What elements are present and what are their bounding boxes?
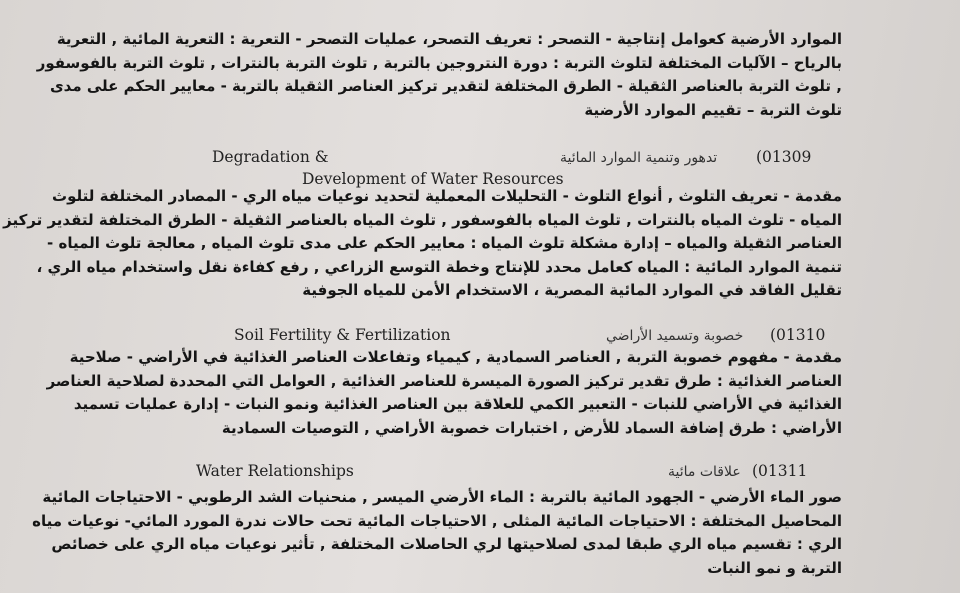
paragraph-line: تنمية الموارد المائية : المياه كعامل محدد للإنتاج وخطة التوسع الزراعي , رفع كفاءة نقل واستخدام مياه الري ، bbox=[36, 257, 842, 276]
paragraph-line: الري : تقسيم مياه الري طبقا لمدى لصلاحيتها لري الحاصلات المختلفة , تأثير نوعيات مياه الري على خصائص bbox=[51, 535, 842, 553]
course-code: (01309 bbox=[756, 148, 812, 166]
course-title-en-line2: Development of Water Resources bbox=[302, 170, 564, 188]
intro-paragraph bbox=[36, 28, 842, 122]
paragraph-line: العناصر الغذائية : طرق تقدير تركيز الصورة الميسرة للعناصر الغذائية , العوامل التي المحددة لصلاحية العناصر bbox=[46, 371, 842, 390]
paragraph-line: , تلوث التربة بالعناصر الثقيلة - الطرق المختلفة لتقدير تركيز العناصر الثقيلة بالتربة - معايير الحكم على مدى bbox=[49, 77, 842, 95]
course-description bbox=[46, 346, 842, 440]
paragraph-line: بالرياح – الآليات المختلفة لتلوث التربة : دورة النتروجين بالتربة , تلوث التربة بالنترات , تلوث التربة بالفوسفور bbox=[36, 53, 842, 72]
paragraph-line: الأراضي : طرق إضافة السماد للأرض , اختبارات خصوبة الأراضي , التوصيات السمادية bbox=[221, 418, 842, 437]
paragraph-line: تلوث التربة – تقييم الموارد الأرضية bbox=[584, 100, 842, 119]
paragraph-line: المياه - تلوث المياه بالنترات , تلوث المياه بالفوسفور , تلوث المياه بالعناصر الثقيلة - الطرق المختلفة لتقدير تركيز bbox=[3, 210, 842, 229]
paragraph-line: التربة و نمو النبات bbox=[707, 558, 842, 577]
paragraph-line: مقدمة - مفهوم خصوبة التربة , العناصر السمادية , كيمياء وتفاعلات العناصر الغذائية في الأراضي - صلاحية bbox=[69, 348, 842, 366]
course-description bbox=[3, 185, 842, 303]
course-title-en: Water Relationships bbox=[196, 462, 354, 480]
course-code: (01310 bbox=[770, 326, 826, 344]
course-title-ar: تدهور وتنمية الموارد المائية bbox=[560, 150, 718, 166]
course-title-ar: علاقات مائية bbox=[668, 464, 741, 480]
course-code: (01311 bbox=[752, 462, 808, 480]
paragraph-line: المحاصيل المختلفة : الاحتياجات المائية المثلى , الاحتياجات المائية تحت حالات ندرة المورد المائي- نوعيات مياه bbox=[32, 511, 842, 530]
paragraph-line: الموارد الأرضية كعوامل إنتاجية - التصحر : تعريف التصحر، عمليات التصحر - التعرية : التعرية المائية , التعرية bbox=[56, 30, 842, 48]
paragraph-line: الغذائية في الأراضي للنبات - التعبير الكمي للعلاقة بين العناصر الغذائية ونمو النبات - إدارة عمليات تسميد bbox=[73, 395, 842, 413]
paragraph-line: تقليل الفاقد في الموارد المائية المصرية ، الاستخدام الأمن للمياه الجوفية bbox=[302, 281, 842, 299]
paragraph-line: صور الماء الأرضي - الجهود المائية بالتربة : الماء الأرضي الميسر , منحنيات الشد الرطوبي - الاحتياجات المائية bbox=[42, 488, 842, 506]
paragraph-line: العناصر الثقيلة والمياه – إدارة مشكلة تلوث المياه : معايير الحكم على مدى تلوث المياه , معالجة تلوث المياه - bbox=[47, 234, 842, 252]
course-title-en: Degradation & bbox=[212, 148, 329, 166]
paragraph-line: مقدمة - تعريف التلوث , أنواع التلوث - التحليلات المعملية لتحديد نوعيات مياه الري - المصادر المختلفة لتلوث bbox=[52, 187, 842, 205]
course-title-ar: خصوبة وتسميد الأراضي bbox=[606, 328, 744, 344]
course-title-en: Soil Fertility & Fertilization bbox=[234, 326, 451, 344]
course-description bbox=[32, 486, 842, 580]
